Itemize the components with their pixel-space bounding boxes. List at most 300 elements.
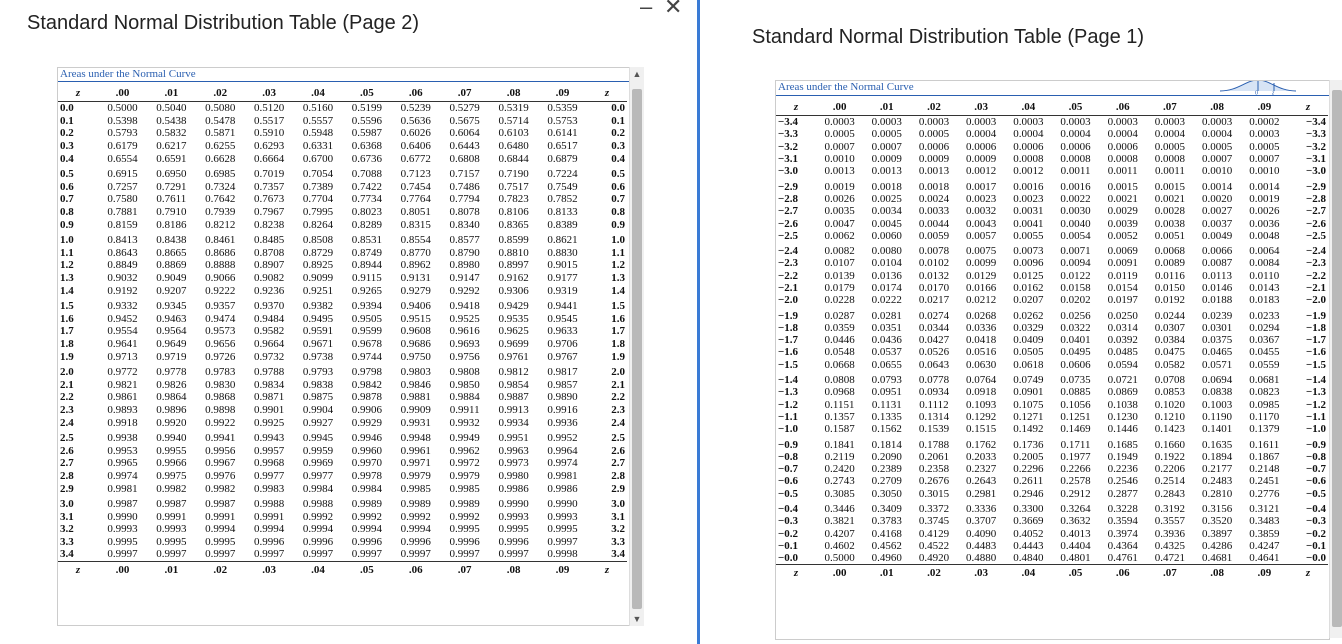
column-header: .07 — [440, 85, 489, 102]
table-cell: 0.9986 — [547, 482, 578, 495]
column-header: .07 — [1146, 99, 1193, 116]
minimize-button[interactable]: – — [640, 0, 653, 19]
table-row — [776, 552, 1328, 565]
table-cell: 0.9994 — [302, 523, 334, 536]
table-cell: 0.0023 — [966, 192, 997, 205]
row-z-label: −0.8 — [778, 450, 799, 463]
table-cell: 0.0174 — [871, 282, 902, 294]
table-cell: 0.8907 — [253, 259, 285, 272]
table-cell: 0.9265 — [351, 284, 383, 297]
footer-z: z — [58, 561, 98, 578]
table-cell: 0.0018 — [918, 180, 950, 193]
table-row — [58, 181, 627, 194]
table-row — [58, 470, 627, 483]
row-z-label: 0.0 — [60, 102, 74, 115]
table-cell: 0.2266 — [1060, 463, 1091, 476]
table-cell: 0.8508 — [302, 234, 334, 247]
column-footer: .03 — [958, 565, 1005, 582]
table-cell: 0.0008 — [1060, 153, 1091, 166]
table-cell: 0.0087 — [1201, 257, 1233, 270]
table-cell: 0.1020 — [1154, 398, 1186, 411]
table-cell: 0.1210 — [1154, 410, 1186, 423]
table-cell: 0.5832 — [156, 127, 187, 140]
table-row — [58, 284, 627, 297]
table-cell: 0.9463 — [156, 312, 187, 325]
table-cell: 0.7190 — [498, 168, 529, 181]
table-cell: 0.0043 — [966, 217, 997, 230]
table-cell: 0.7939 — [205, 206, 236, 219]
table-cell: 0.3085 — [824, 487, 855, 500]
table-cell: 0.9564 — [156, 325, 187, 338]
table-cell: 0.0606 — [1060, 358, 1091, 371]
row-z-label: 2.5 — [60, 432, 74, 445]
table-row — [776, 463, 1328, 475]
table-cell: 0.0918 — [966, 386, 997, 399]
scroll-up-icon[interactable]: ▲ — [632, 69, 642, 79]
table-cell: 0.3300 — [1013, 503, 1044, 516]
table-cell: 0.8980 — [449, 259, 480, 272]
table-cell: 0.9996 — [449, 535, 480, 548]
table-row — [776, 540, 1328, 552]
scroll-down-icon[interactable]: ▼ — [632, 614, 642, 624]
table-cell: 0.6103 — [498, 127, 529, 140]
caption-rule — [58, 81, 629, 82]
table-cell: 0.9977 — [302, 469, 334, 482]
table-cell: 0.1922 — [1154, 450, 1186, 463]
table-cell: 0.9686 — [400, 337, 431, 350]
table-cell: 0.9963 — [498, 444, 529, 457]
table-cell: 0.2676 — [918, 475, 950, 488]
table-cell: 0.1492 — [1013, 423, 1044, 436]
table-cell: 0.4602 — [824, 539, 855, 552]
row-z-label: 1.2 — [611, 259, 625, 272]
table-cell: 0.0008 — [1154, 153, 1186, 166]
row-z-label: −2.1 — [778, 282, 799, 294]
column-footer: .06 — [391, 561, 440, 578]
table-cell: 0.1251 — [1060, 410, 1091, 423]
table-cell: 0.9991 — [156, 510, 187, 523]
column-header: .05 — [1052, 99, 1099, 116]
column-header: .05 — [342, 85, 391, 102]
table-cell: 0.4443 — [1013, 539, 1044, 552]
row-z-label: −0.4 — [778, 503, 799, 516]
table-cell: 0.9591 — [302, 325, 334, 338]
table-cell: 0.9996 — [400, 535, 431, 548]
table-cell: 0.9826 — [156, 378, 187, 391]
table-cell: 0.8365 — [498, 218, 529, 231]
table-cell: 0.9997 — [156, 548, 187, 561]
table-cell: 0.9996 — [498, 535, 529, 548]
table-cell: 0.3745 — [918, 515, 950, 528]
table-cell: 0.9162 — [498, 272, 529, 285]
row-z-label: −1.8 — [778, 321, 799, 334]
table-cell: 0.6772 — [400, 152, 431, 165]
table-cell: 0.9992 — [302, 510, 334, 523]
table-cell: 0.9970 — [351, 457, 383, 470]
table-cell: 0.5675 — [449, 114, 480, 127]
table-cell: 0.9207 — [156, 284, 187, 297]
table-cell: 0.0793 — [871, 374, 902, 387]
table-cell: 0.9750 — [400, 350, 431, 363]
table-cell: 0.2743 — [824, 475, 855, 488]
row-z-label: −0.8 — [1305, 450, 1326, 463]
row-z-label: −1.6 — [1305, 346, 1326, 359]
table-cell: 0.8577 — [449, 234, 480, 247]
table-cell: 0.3409 — [871, 503, 902, 516]
table-cell: 0.0559 — [1249, 358, 1280, 371]
row-z-label: 2.0 — [60, 366, 74, 379]
table-cell: 0.9474 — [205, 312, 236, 325]
row-z-label: 3.4 — [611, 548, 625, 561]
table-cell: 0.0668 — [824, 358, 855, 371]
row-z-label: −2.3 — [1305, 257, 1326, 270]
header-z: z — [587, 85, 627, 102]
table-cell: 0.5000 — [824, 552, 855, 565]
table-cell: 0.7764 — [400, 193, 431, 206]
row-z-label: 3.2 — [611, 523, 625, 536]
table-cell: 0.9808 — [449, 366, 480, 379]
table-cell: 0.4207 — [824, 527, 855, 540]
table-cell: 0.0003 — [824, 116, 855, 129]
table-cell: 0.9972 — [449, 457, 480, 470]
table-cell: 0.0008 — [1107, 153, 1138, 166]
row-z-label: −2.6 — [778, 217, 799, 230]
table-cell: 0.0436 — [871, 334, 902, 347]
row-z-label: 0.1 — [611, 114, 625, 127]
row-z-label: 2.4 — [611, 416, 625, 429]
table-cell: 0.4168 — [871, 527, 902, 540]
row-z-label: 0.2 — [60, 127, 74, 140]
table-cell: 0.1867 — [1249, 450, 1280, 463]
table-cell: 0.0655 — [871, 358, 902, 371]
table-cell: 0.8078 — [449, 206, 480, 219]
table-cell: 0.0003 — [1107, 116, 1138, 129]
table-cell: 0.9945 — [302, 432, 334, 445]
table-row — [776, 217, 1328, 229]
table-cell: 0.1401 — [1201, 423, 1233, 436]
table-cell: 0.9868 — [205, 391, 236, 404]
table-cell: 0.8485 — [253, 234, 285, 247]
window-title: Standard Normal Distribution Table (Page 2) — [27, 12, 420, 34]
table-cell: 0.0139 — [824, 269, 855, 282]
table-cell: 0.1038 — [1107, 398, 1138, 411]
table-cell: 0.0344 — [918, 321, 950, 334]
table-cell: 0.0401 — [1060, 334, 1091, 347]
table-panel — [775, 80, 1330, 640]
table-cell: 0.9995 — [547, 523, 578, 536]
row-z-label: 1.1 — [611, 246, 625, 259]
table-cell: 0.9251 — [302, 284, 334, 297]
table-cell: 0.4960 — [871, 552, 902, 565]
table-cell: 0.8665 — [156, 246, 187, 259]
table-cell: 0.0012 — [966, 165, 997, 178]
scroll-thumb[interactable] — [1332, 90, 1342, 627]
row-z-label: −2.4 — [1305, 245, 1326, 258]
table-cell: 0.8830 — [547, 246, 578, 259]
table-cell: 0.0080 — [871, 245, 902, 258]
table-cell: 0.0901 — [1013, 386, 1044, 399]
table-cell: 0.7257 — [107, 180, 138, 193]
table-cell: 0.9812 — [498, 366, 529, 379]
table-cell: 0.3669 — [1013, 515, 1044, 528]
row-z-label: 2.8 — [60, 469, 74, 482]
table-cell: 0.5239 — [400, 102, 431, 115]
table-row — [776, 451, 1328, 463]
table-row — [776, 242, 1328, 257]
table-cell: 0.0011 — [1060, 165, 1091, 178]
table-cell: 0.9979 — [400, 469, 431, 482]
table-cell: 0.0010 — [1201, 165, 1233, 178]
table-cell: 0.9678 — [351, 337, 383, 350]
table-row — [58, 391, 627, 404]
table-cell: 0.0384 — [1154, 334, 1186, 347]
table-cell: 0.9842 — [351, 378, 383, 391]
table-cell: 0.4483 — [966, 539, 997, 552]
table-cell: 0.0256 — [1060, 309, 1091, 322]
footer-z: z — [587, 561, 627, 578]
table-cell: 0.9988 — [302, 498, 334, 511]
table-cell: 0.9992 — [449, 510, 480, 523]
table-cell: 0.0015 — [1154, 180, 1186, 193]
table-cell: 0.8023 — [351, 206, 383, 219]
table-cell: 0.7517 — [498, 180, 529, 193]
table-cell: 0.0062 — [824, 229, 855, 242]
row-z-label: −0.0 — [778, 552, 799, 565]
row-z-label: −1.3 — [1305, 386, 1326, 399]
caption-rule — [776, 95, 1329, 96]
table-cell: 0.0571 — [1201, 358, 1233, 371]
table-cell: 0.6950 — [156, 168, 187, 181]
row-z-label: −1.5 — [1305, 358, 1326, 371]
table-cell: 0.9974 — [547, 457, 578, 470]
table-cell: 0.9641 — [107, 337, 138, 350]
table-row — [58, 378, 627, 391]
table-cell: 0.9177 — [547, 272, 578, 285]
close-button[interactable]: ✕ — [664, 0, 683, 19]
table-cell: 0.9973 — [498, 457, 529, 470]
table-cell: 0.0041 — [1013, 217, 1044, 230]
table-cell: 0.9131 — [400, 272, 431, 285]
table-cell: 0.0262 — [1013, 309, 1044, 322]
row-z-label: 2.5 — [611, 432, 625, 445]
table-cell: 0.3336 — [966, 503, 997, 516]
table-cell: 0.1841 — [824, 438, 855, 451]
row-z-label: −2.7 — [1305, 205, 1326, 218]
table-cell: 0.7291 — [156, 180, 187, 193]
row-z-label: −2.8 — [778, 192, 799, 205]
table-cell: 0.9959 — [302, 444, 334, 457]
table-cell: 0.0808 — [824, 374, 855, 387]
row-z-label: −1.7 — [1305, 334, 1326, 347]
vertical-scrollbar[interactable] — [1329, 80, 1342, 638]
table-cell: 0.6628 — [205, 152, 236, 165]
header-z: z — [776, 99, 816, 116]
table-cell: 0.7019 — [253, 168, 285, 181]
table-cell: 0.0010 — [824, 153, 855, 166]
table-cell: 0.0010 — [1249, 165, 1280, 178]
table-cell: 0.5557 — [302, 114, 334, 127]
table-cell: 0.8944 — [351, 259, 383, 272]
table-cell: 0.5319 — [498, 102, 529, 115]
table-cell: 0.0013 — [918, 165, 950, 178]
row-z-label: −2.5 — [778, 229, 799, 242]
table-cell: 0.4801 — [1060, 552, 1091, 565]
table-cell: 0.4286 — [1201, 539, 1233, 552]
table-cell: 0.0735 — [1060, 374, 1091, 387]
table-cell: 0.0314 — [1107, 321, 1138, 334]
row-z-label: 0.6 — [611, 180, 625, 193]
table-cell: 0.0778 — [918, 374, 950, 387]
table-cell: 0.0038 — [1154, 217, 1186, 230]
table-cell: 0.8869 — [156, 259, 187, 272]
table-cell: 0.0068 — [1154, 245, 1186, 258]
table-cell: 0.0009 — [918, 153, 950, 166]
table-cell: 0.0035 — [824, 205, 855, 218]
table-row — [776, 435, 1328, 450]
table-cell: 0.0418 — [966, 334, 997, 347]
row-z-label: −3.3 — [1305, 128, 1326, 141]
table-cell: 0.0409 — [1013, 334, 1044, 347]
table-cell: 0.9969 — [302, 457, 334, 470]
scroll-thumb[interactable] — [632, 89, 642, 609]
table-row — [776, 359, 1328, 371]
table-cell: 0.8106 — [498, 206, 529, 219]
table-cell: 0.0446 — [824, 334, 855, 347]
row-z-label: 1.8 — [60, 337, 74, 350]
table-cell: 0.0073 — [1013, 245, 1044, 258]
table-cell: 0.6844 — [498, 152, 529, 165]
table-cell: 0.0019 — [824, 180, 855, 193]
column-footer: .08 — [489, 561, 538, 578]
table-cell: 0.9920 — [156, 416, 187, 429]
table-cell: 0.7422 — [351, 180, 383, 193]
table-cell: 0.2546 — [1107, 475, 1138, 488]
table-cell: 0.2327 — [966, 463, 997, 476]
table-cell: 0.0465 — [1201, 346, 1233, 359]
table-cell: 0.0274 — [918, 309, 950, 322]
row-z-label: 3.1 — [611, 510, 625, 523]
row-z-label: −2.0 — [1305, 294, 1326, 307]
table-cell: 0.9997 — [205, 548, 236, 561]
table-cell: 0.1190 — [1202, 410, 1233, 423]
table-cell: 0.9964 — [547, 444, 578, 457]
table-cell: 0.0007 — [871, 140, 902, 153]
table-cell: 0.8238 — [253, 218, 285, 231]
row-z-label: −2.0 — [778, 294, 799, 307]
row-z-label: 0.4 — [60, 152, 74, 165]
table-cell: 0.8389 — [547, 218, 578, 231]
table-cell: 0.8621 — [547, 234, 578, 247]
table-cell: 0.9929 — [351, 416, 383, 429]
row-z-label: −1.9 — [778, 309, 799, 322]
table-cell: 0.2946 — [1013, 487, 1044, 500]
row-z-label: 3.1 — [60, 510, 74, 523]
table-cell: 0.1685 — [1107, 438, 1138, 451]
table-cell: 0.9871 — [253, 391, 285, 404]
table-cell: 0.9951 — [498, 432, 529, 445]
table-cell: 0.0336 — [966, 321, 997, 334]
table-cell: 0.9922 — [205, 416, 236, 429]
vertical-scrollbar[interactable] — [629, 67, 644, 626]
table-cell: 0.1977 — [1060, 450, 1091, 463]
table-cell: 0.4522 — [918, 539, 950, 552]
table-panel — [57, 67, 630, 626]
table-cell: 0.0110 — [1249, 269, 1280, 282]
table-cell: 0.0455 — [1249, 346, 1280, 359]
table-cell: 0.9913 — [498, 403, 529, 416]
table-cell: 0.0025 — [871, 192, 902, 205]
table-row — [58, 102, 627, 115]
table-cell: 0.0055 — [1013, 229, 1044, 242]
table-cell: 0.1379 — [1249, 423, 1280, 436]
table-cell: 0.0154 — [1107, 282, 1138, 294]
table-cell: 0.0102 — [918, 257, 950, 270]
table-cell: 0.1003 — [1201, 398, 1233, 411]
table-cell: 0.2611 — [1013, 475, 1044, 488]
column-header: .00 — [98, 85, 147, 102]
table-cell: 0.9997 — [302, 548, 334, 561]
table-row — [776, 306, 1328, 321]
table-cell: 0.5279 — [449, 102, 480, 115]
table-cell: 0.0968 — [824, 386, 855, 399]
row-z-label: 3.3 — [60, 535, 74, 548]
table-row — [58, 193, 627, 206]
column-header: .03 — [245, 85, 294, 102]
table-row — [58, 523, 627, 536]
table-row — [58, 231, 627, 247]
table-cell: 0.0047 — [824, 217, 855, 230]
table-cell: 0.8315 — [400, 218, 431, 231]
table-cell: 0.3050 — [871, 487, 902, 500]
table-row — [58, 259, 627, 272]
row-z-label: 2.9 — [611, 482, 625, 495]
table-cell: 0.0051 — [1154, 229, 1186, 242]
table-cell: 0.0026 — [1249, 205, 1280, 218]
row-z-label: 2.7 — [60, 457, 74, 470]
column-header: .04 — [1005, 99, 1052, 116]
table-cell: 0.0244 — [1154, 309, 1186, 322]
table-cell: 0.8461 — [205, 234, 236, 247]
table-row — [58, 206, 627, 219]
table-cell: 0.2358 — [918, 463, 950, 476]
table-cell: 0.7549 — [547, 180, 578, 193]
row-z-label: −1.8 — [1305, 321, 1326, 334]
column-footer: .08 — [1194, 565, 1241, 582]
table-cell: 0.9788 — [253, 366, 285, 379]
column-header: .00 — [816, 99, 863, 116]
table-row — [58, 429, 627, 445]
table-cell: 0.2514 — [1154, 475, 1186, 488]
table-cell: 0.9906 — [351, 403, 383, 416]
table-cell: 0.9904 — [302, 403, 334, 416]
table-cell: 0.0427 — [918, 334, 950, 347]
table-cell: 0.9953 — [107, 444, 138, 457]
column-footer: .00 — [98, 561, 147, 578]
row-z-label: −1.1 — [1305, 410, 1326, 423]
table-cell: 0.0078 — [918, 245, 950, 258]
table-cell: 0.0054 — [1060, 229, 1091, 242]
table-cell: 0.7704 — [302, 193, 334, 206]
table-cell: 0.7823 — [498, 193, 529, 206]
table-cell: 0.0002 — [1249, 116, 1280, 129]
column-header: .09 — [538, 85, 587, 102]
table-cell: 0.3446 — [824, 503, 855, 516]
table-cell: 0.8599 — [498, 234, 529, 247]
table-cell: 0.7580 — [107, 193, 138, 206]
table-cell: 0.0934 — [918, 386, 950, 399]
table-cell: 0.9940 — [156, 432, 187, 445]
table-cell: 0.9997 — [547, 535, 578, 548]
